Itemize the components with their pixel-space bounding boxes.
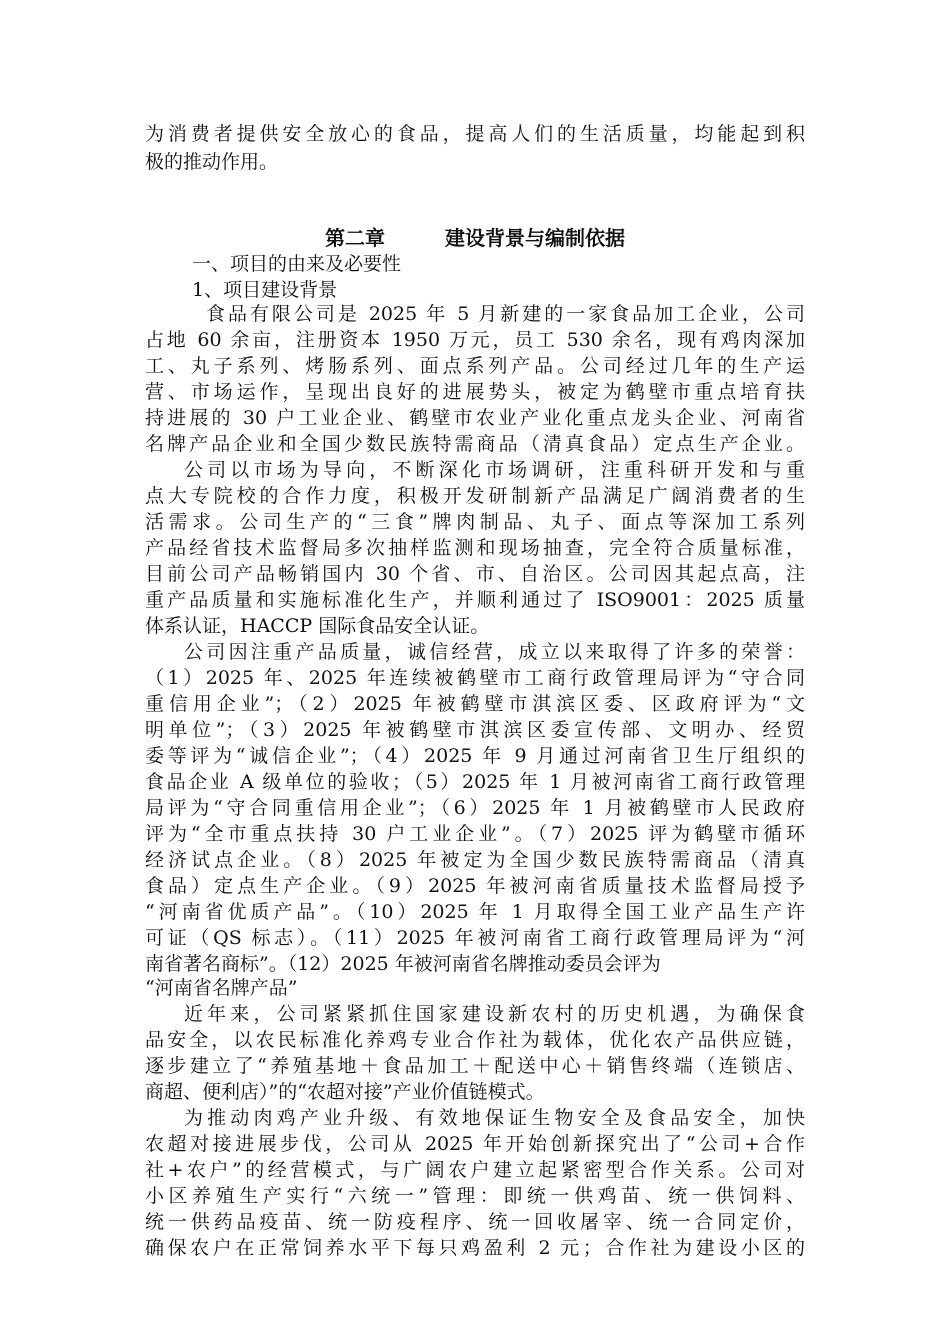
paragraph-line: 营、市场运作，呈现出良好的进展势头，被定为鹤壁市重点培育扶 (145, 381, 805, 403)
paragraph-line: （1）2025 年、2025 年连续被鹤壁市工商行政管理局评为“守合同 (145, 667, 805, 689)
paragraph-line: 品安全，以农民标准化养鸡专业合作社为载体，优化农产品供应链， (145, 1029, 805, 1051)
paragraph-line: 委等评为“诚信企业”；（4）2025 年 9 月通过河南省卫生厅组织的 (145, 745, 805, 767)
chapter-number: 第二章 (325, 226, 385, 250)
paragraph-line: 食品有限公司是 2025 年 5 月新建的一家食品加工企业，公司 (184, 303, 805, 325)
paragraph-line: 活需求。公司生产的“三食”牌肉制品、丸子、面点等深加工系列 (145, 511, 805, 533)
paragraph-line: 可证（QS 标志）。（11）2025 年被河南省工商行政管理局评为“河 (145, 927, 805, 949)
paragraph-line: “河南省名牌产品” (145, 977, 298, 999)
paragraph-line: 社+农户”的经营模式，与广阔农户建立起紧密型合作关系。公司对 (145, 1159, 805, 1181)
subsection-heading: 1、项目建设背景 (192, 279, 338, 301)
paragraph-line: “河南省优质产品”。（10）2025 年 1 月取得全国工业产品生产许 (145, 901, 805, 923)
paragraph-line: 南省著名商标”。（12）2025 年被河南省名牌推动委员会评为 (145, 953, 661, 975)
chapter-heading (145, 225, 805, 251)
paragraph-line: 体系认证，HACCP 国际食品安全认证。 (145, 615, 490, 637)
paragraph-line: 重产品质量和实施标准化生产，并顺利通过了 ISO9001：2025 质量 (145, 589, 805, 611)
paragraph-line: 为推动肉鸡产业升级、有效地保证生物安全及食品安全，加快 (184, 1107, 805, 1129)
paragraph-line: 评为“全市重点扶持 30 户工业企业”。（7）2025 评为鹤壁市循环 (145, 823, 805, 845)
paragraph-line: 局评为“守合同重信用企业”；（6）2025 年 1 月被鹤壁市人民政府 (145, 797, 805, 819)
paragraph-line: 近年来，公司紧紧抓住国家建设新农村的历史机遇，为确保食 (184, 1003, 805, 1025)
paragraph-line: 目前公司产品畅销国内 30 个省、市、自治区。公司因其起点高，注 (145, 563, 805, 585)
paragraph-line: 公司以市场为导向，不断深化市场调研，注重科研开发和与重 (184, 459, 805, 481)
paragraph-line: 重信用企业”；（2）2025 年被鹤壁市淇滨区委、区政府评为“文 (145, 693, 805, 715)
paragraph-line: 逐步建立了“养殖基地＋食品加工＋配送中心＋销售终端（连锁店、 (145, 1055, 805, 1077)
paragraph-line: 确保农户在正常饲养水平下每只鸡盈利 2 元；合作社为建设小区的 (145, 1237, 805, 1259)
intro-line-2: 极的推动作用。 (145, 151, 279, 173)
paragraph-line: 占地 60 余亩，注册资本 1950 万元，员工 530 余名，现有鸡肉深加 (145, 329, 805, 351)
intro-line-1: 为消费者提供安全放心的食品，提高人们的生活质量，均能起到积 (145, 123, 805, 145)
paragraph-line: 产品经省技术监督局多次抽样监测和现场抽查，完全符合质量标准， (145, 537, 805, 559)
paragraph-line: 工、丸子系列、烤肠系列、面点系列产品。公司经过几年的生产运 (145, 355, 805, 377)
paragraph-line: 统一供药品疫苗、统一防疫程序、统一回收屠宰、统一合同定价， (145, 1211, 805, 1233)
paragraph-line: 公司因注重产品质量，诚信经营，成立以来取得了许多的荣誉： (184, 641, 805, 663)
paragraph-line: 名牌产品企业和全国少数民族特需商品（清真食品）定点生产企业。 (145, 433, 805, 455)
paragraph-line: 食品企业 A 级单位的验收；（5）2025 年 1 月被河南省工商行政管理 (145, 771, 805, 793)
section-heading: 一、项目的由来及必要性 (192, 253, 402, 275)
paragraph-line: 点大专院校的合作力度，积极开发研制新产品满足广阔消费者的生 (145, 485, 805, 507)
paragraph-line: 小区养殖生产实行“六统一”管理：即统一供鸡苗、统一供饲料、 (145, 1185, 805, 1207)
chapter-title: 建设背景与编制依据 (445, 226, 625, 250)
paragraph-line: 农超对接进展步伐，公司从 2025 年开始创新探究出了“公司+合作 (145, 1133, 805, 1155)
paragraph-line: 持进展的 30 户工业企业、鹤壁市农业产业化重点龙头企业、河南省 (145, 407, 805, 429)
paragraph-line: 食品）定点生产企业。（9）2025 年被河南省质量技术监督局授予 (145, 875, 805, 897)
paragraph-line: 商超、便利店）”的“农超对接”产业价值链模式。 (145, 1081, 545, 1103)
paragraph-line: 经济试点企业。（8）2025 年被定为全国少数民族特需商品（清真 (145, 849, 805, 871)
paragraph-line: 明单位”；（3）2025 年被鹤壁市淇滨区委宣传部、文明办、经贸 (145, 719, 805, 741)
